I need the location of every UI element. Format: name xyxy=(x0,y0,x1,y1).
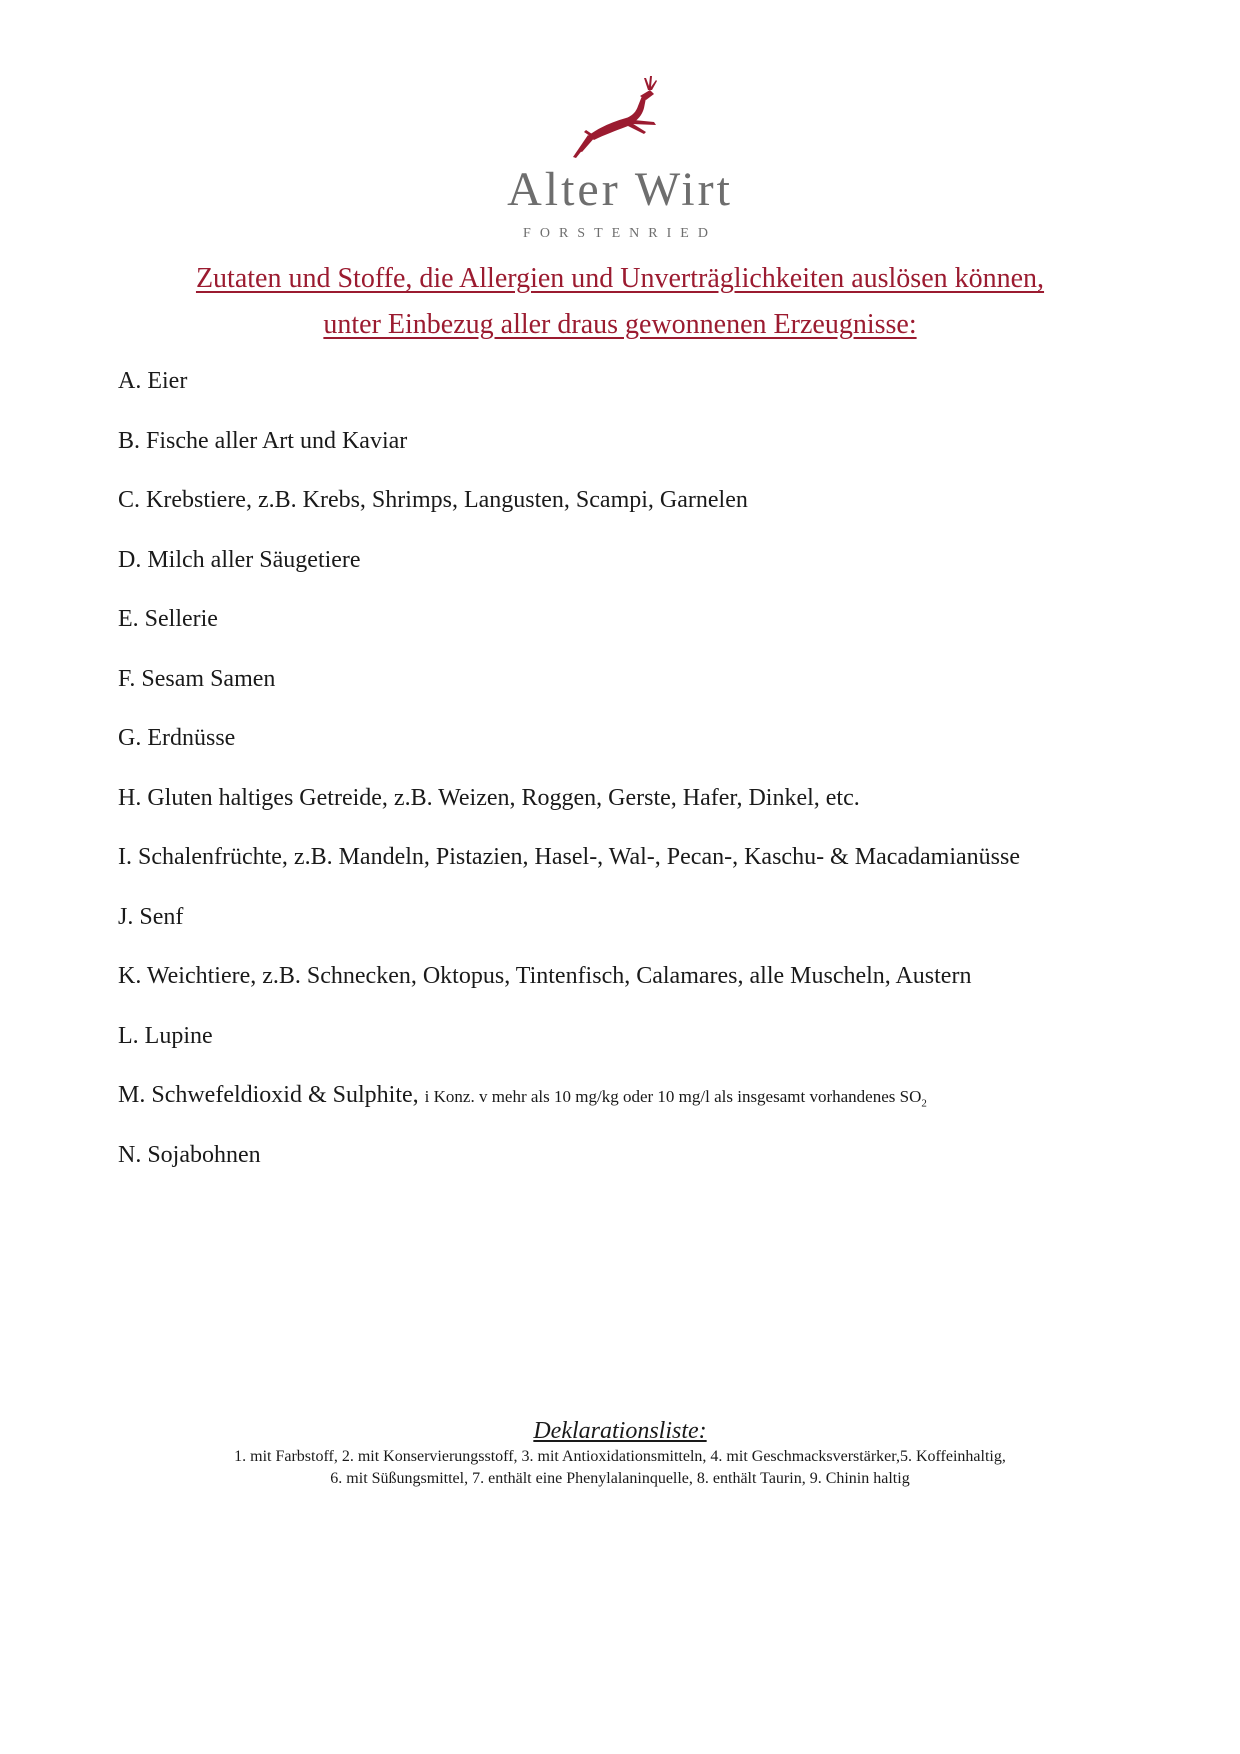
page-heading xyxy=(60,256,1180,348)
allergen-item: E. Sellerie xyxy=(118,606,218,632)
allergen-item-m xyxy=(118,1080,1020,1140)
allergen-item: N. Sojabohnen xyxy=(118,1141,261,1168)
allergen-item: L. Lupine xyxy=(118,1022,213,1049)
allergen-m-note-text: i Konz. v mehr als 10 mg/kg oder 10 mg/l als insgesamt vorhandenes SO xyxy=(424,1087,922,1106)
allergen-item: G. Erdnüsse xyxy=(118,725,236,751)
allergen-item: B. Fische aller Art und Kaviar xyxy=(118,427,408,454)
declaration-line-2: 6. mit Süßungsmittel, 7. enthält eine Phenylalaninquelle, 8. enthält Taurin, 9. Chinin haltig xyxy=(330,1470,910,1487)
allergen-m-subscript: 2 xyxy=(921,1097,927,1110)
brand-name xyxy=(0,163,1240,216)
heading-line-1: Zutaten und Stoffe, die Allergien und Unverträglichkeiten auslösen können, xyxy=(195,263,1045,294)
declaration-line-1: 1. mit Farbstoff, 2. mit Konservierungsstoff, 3. mit Antioxidationsmitteln, 4. mit Geschmacksverstärker,5. Koffeinhaltig, xyxy=(234,1448,1006,1465)
brand-subtitle: FORSTENRIED xyxy=(523,226,717,241)
declaration-title: Deklarationsliste: xyxy=(533,1418,707,1444)
deer-icon xyxy=(570,72,670,160)
heading-line-2: unter Einbezug aller draus gewonnenen Erzeugnisse: xyxy=(323,309,917,340)
allergen-m-label: M. Schwefeldioxid & Sulphite, xyxy=(118,1082,419,1108)
allergen-item: J. Senf xyxy=(118,903,184,930)
allergen-item: I. Schalenfrüchte, z.B. Mandeln, Pistazien, Hasel-, Wal-, Pecan-, Kaschu- & Macadamianüsse xyxy=(118,844,1020,870)
allergen-item: A. Eier xyxy=(118,368,188,394)
allergen-item: H. Gluten haltiges Getreide, z.B. Weizen, Roggen, Gerste, Hafer, Dinkel, etc. xyxy=(118,784,860,811)
allergen-list xyxy=(118,366,1020,1199)
declaration-section xyxy=(0,1416,1240,1490)
allergen-item: D. Milch aller Säugetiere xyxy=(118,546,361,573)
allergen-m-note xyxy=(424,1087,927,1110)
allergen-item: K. Weichtiere, z.B. Schnecken, Oktopus, Tintenfisch, Calamares, alle Muscheln, Austern xyxy=(118,963,972,989)
brand-name-second: Wirt xyxy=(634,163,733,216)
brand-name-first: Alter xyxy=(507,163,621,216)
logo xyxy=(0,72,1240,242)
allergen-item: C. Krebstiere, z.B. Krebs, Shrimps, Langusten, Scampi, Garnelen xyxy=(118,487,748,513)
allergen-item: F. Sesam Samen xyxy=(118,665,276,692)
